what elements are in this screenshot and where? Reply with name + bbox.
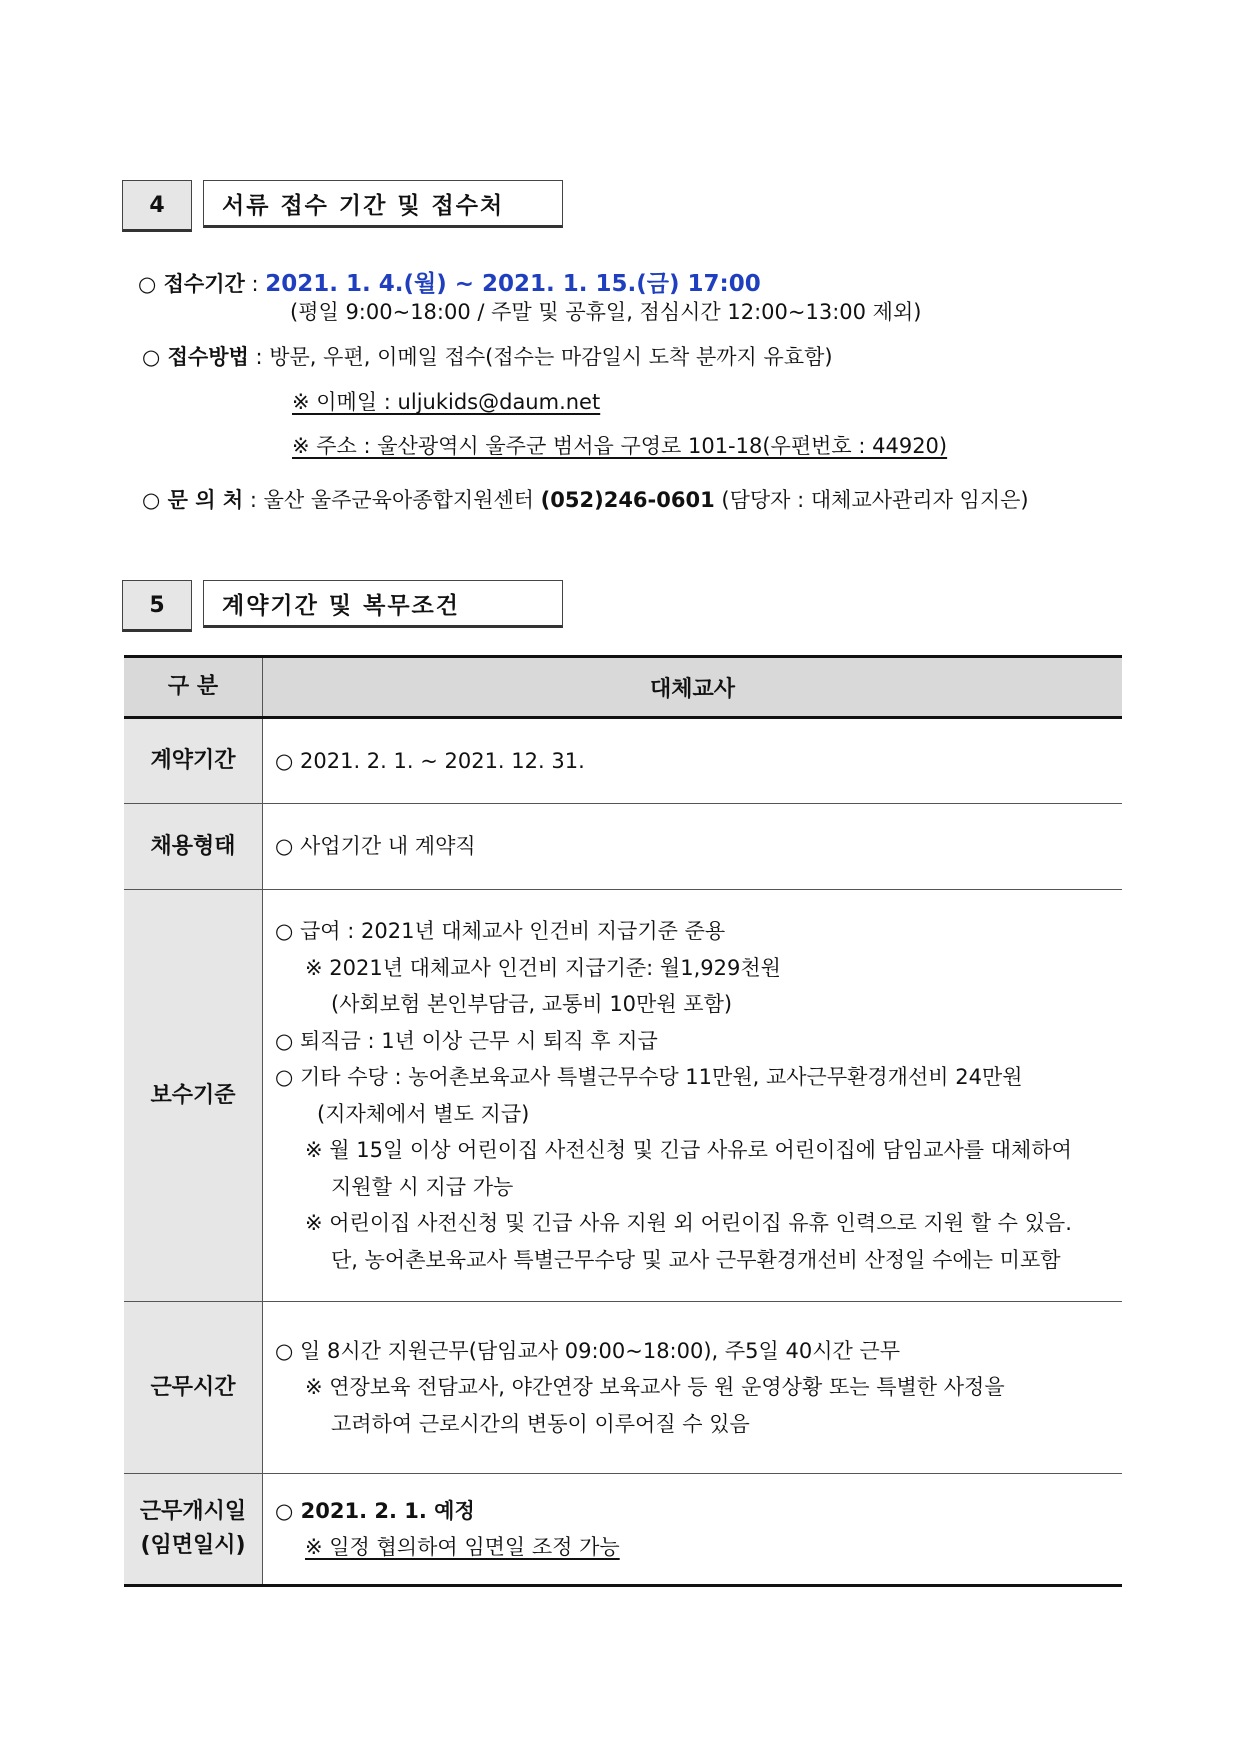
pay-line: 지원할 시 지급 가능 <box>331 1174 514 1199</box>
row-label-start <box>124 1474 263 1586</box>
email-line: ※ 이메일 : uljukids@daum.net <box>292 390 601 414</box>
table-row <box>124 804 1122 890</box>
pay-line: ○ 퇴직금 : 1년 이상 근무 시 퇴직 후 지급 <box>275 1028 658 1053</box>
pay-line: (사회보험 본인부담금, 교통비 10만원 포함) <box>331 992 733 1016</box>
contact-center: 울산 울주군육아종합지원센터 <box>263 488 534 512</box>
hours-line: ○ 일 8시간 지원근무(담임교사 09:00~18:00), 주5일 40시간 근무 <box>275 1338 901 1363</box>
row-label-hours: 근무시간 <box>124 1302 263 1474</box>
pay-line: 단, 농어촌보육교사 특별근무수당 및 교사 근무환경개선비 산정일 수에는 미포함 <box>331 1247 1061 1272</box>
row-label-employment: 채용형태 <box>124 804 263 890</box>
conditions-table <box>124 655 1122 1587</box>
pay-line: ※ 어린이집 사전신청 및 긴급 사유 지원 외 어린이집 유휴 인력으로 지원 할 수 있음. <box>305 1211 1072 1235</box>
section-5-title: 계약기간 및 복무조건 <box>203 580 563 628</box>
contact-person: (담당자 : 대체교사관리자 임지은) <box>721 488 1029 512</box>
row-content-hours <box>263 1302 1123 1474</box>
start-line: ○ 2021. 2. 1. 예정 <box>275 1498 475 1523</box>
employment-line: ○ 사업기간 내 계약직 <box>275 834 476 859</box>
table-row <box>124 1474 1122 1586</box>
pay-line: (지자체에서 별도 지급) <box>317 1101 530 1126</box>
row-content-start <box>263 1474 1123 1586</box>
hours-line: 고려하여 근로시간의 변동이 이루어질 수 있음 <box>331 1411 750 1436</box>
row-content-contract <box>263 718 1123 804</box>
row-label-contract: 계약기간 <box>124 718 263 804</box>
section-4-number: 4 <box>122 180 192 232</box>
row-content-pay <box>263 890 1123 1302</box>
start-label-line1: 근무개시일 <box>139 1499 247 1524</box>
pay-line: ○ 기타 수당 : 농어촌보육교사 특별근무수당 11만원, 교사근무환경개선비 24만원 <box>275 1065 1023 1089</box>
header-substitute-teacher: 대체교사 <box>263 657 1123 718</box>
period-sep: : <box>251 272 259 296</box>
method-value: 방문, 우편, 이메일 접수(접수는 마감일시 도착 분까지 유효함) <box>269 345 833 369</box>
pay-line: ※ 2021년 대체교사 인건비 지급기준: 월1,929천원 <box>305 955 781 980</box>
table-header-row <box>124 657 1122 718</box>
row-content-employment <box>263 804 1123 890</box>
period-note: (평일 9:00~18:00 / 주말 및 공휴일, 점심시간 12:00~13:00 제외) <box>290 300 922 324</box>
pay-line: ○ 급여 : 2021년 대체교사 인건비 지급기준 준용 <box>275 919 726 943</box>
row-label-pay: 보수기준 <box>124 890 263 1302</box>
start-label-line2: (임면일시) <box>140 1533 246 1558</box>
contact-sep: : <box>249 488 257 512</box>
method-label: ○ 접수방법 <box>142 345 249 369</box>
section-4-title: 서류 접수 기간 및 접수처 <box>203 180 563 228</box>
period-row <box>138 265 761 298</box>
start-note: ※ 일정 협의하여 임면일 조정 가능 <box>305 1535 620 1559</box>
contact-label: ○ 문 의 처 <box>142 488 244 512</box>
method-row <box>142 341 833 371</box>
address-line: ※ 주소 : 울산광역시 울주군 범서읍 구영로 101-18(우편번호 : 44920) <box>292 434 948 458</box>
hours-line: ※ 연장보육 전담교사, 야간연장 보육교사 등 원 운영상황 또는 특별한 사정을 <box>305 1375 1005 1400</box>
section-5-number: 5 <box>122 580 192 632</box>
period-label: ○ 접수기간 <box>138 272 245 296</box>
header-category: 구 분 <box>124 657 263 718</box>
period-value: 2021. 1. 4.(월) ~ 2021. 1. 15.(금) 17:00 <box>265 271 761 297</box>
pay-line: ※ 월 15일 이상 어린이집 사전신청 및 긴급 사유로 어린이집에 담임교사를 대체하여 <box>305 1138 1072 1162</box>
table-row <box>124 1302 1122 1474</box>
table-row <box>124 890 1122 1302</box>
method-sep: : <box>255 345 263 369</box>
contract-line: ○ 2021. 2. 1. ~ 2021. 12. 31. <box>275 748 585 773</box>
table-row <box>124 718 1122 804</box>
contact-row <box>142 484 1029 514</box>
contact-phone: (052)246-0601 <box>540 488 715 512</box>
